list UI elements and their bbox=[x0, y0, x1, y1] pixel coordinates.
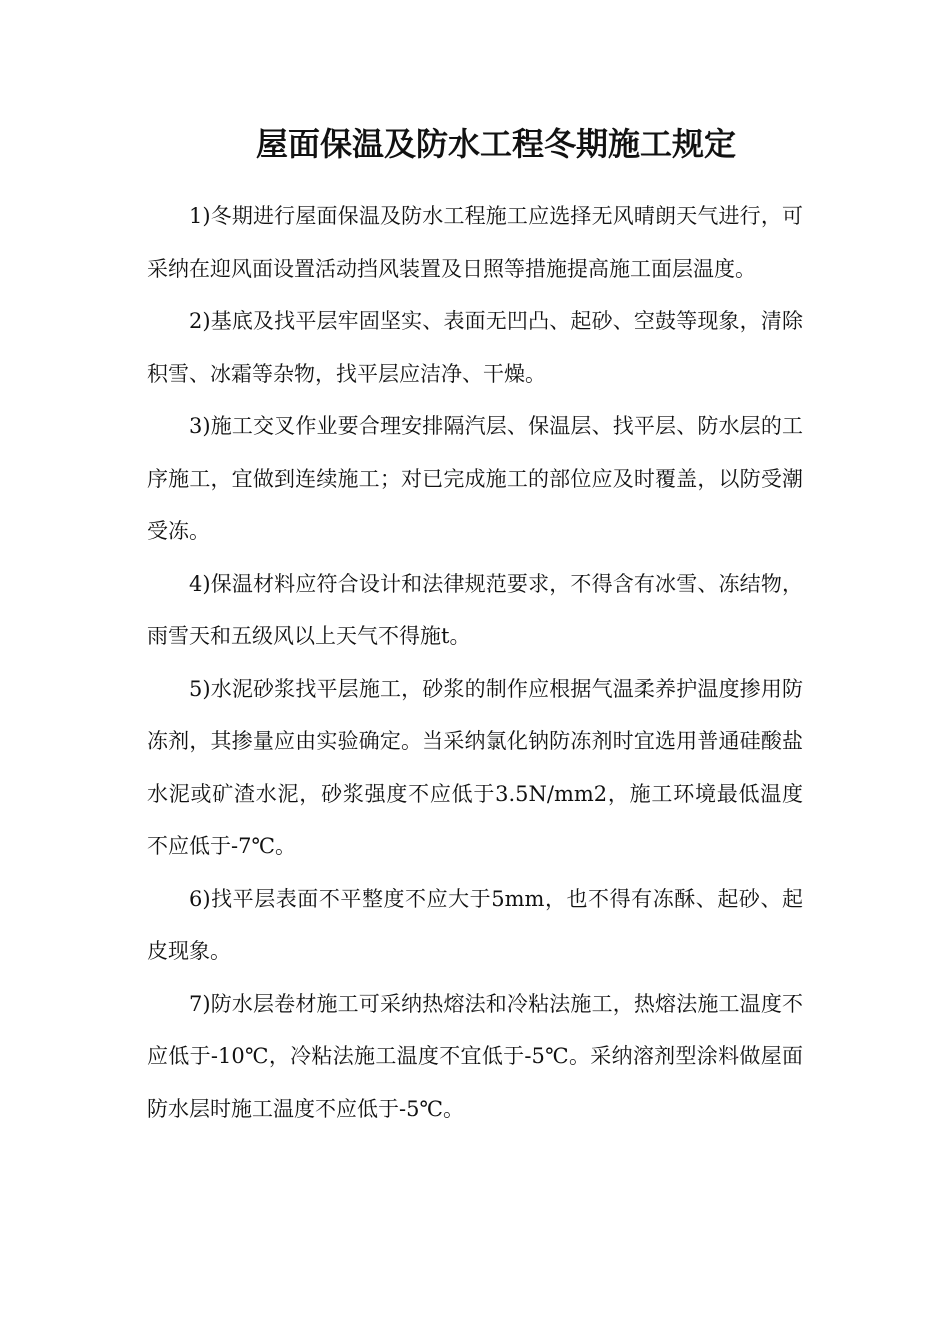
paragraph-4: 4)保温材料应符合设计和法律规范要求，不得含有冰雪、冻结物，雨雪天和五级风以上天气不得施t。 bbox=[147, 571, 803, 648]
page-title: 屋面保温及防水工程冬期施工规定 bbox=[256, 125, 737, 163]
paragraph-7: 7)防水层卷材施工可采纳热熔法和冷粘法施工，热熔法施工温度不应低于-10℃，冷粘法施工温度不宜低于-5℃。采纳溶剂型涂料做屋面防水层时施工温度不应低于-5℃。 bbox=[147, 991, 803, 1121]
paragraph-3: 3)施工交叉作业要合理安排隔汽层、保温层、找平层、防水层的工序施工，宜做到连续施工；对已完成施工的部位应及时覆盖，以防受潮受冻。 bbox=[147, 414, 803, 543]
paragraph-6: 6)找平层表面不平整度不应大于5mm，也不得有冻酥、起砂、起皮现象。 bbox=[147, 886, 803, 963]
document-body bbox=[147, 190, 803, 1135]
paragraph-1: 1)冬期进行屋面保温及防水工程施工应选择无风晴朗天气进行，可采纳在迎风面设置活动挡风装置及日照等措施提高施工面层温度。 bbox=[147, 204, 803, 281]
paragraph-5: 5)水泥砂浆找平层施工，砂浆的制作应根据气温柔养护温度掺用防冻剂，其掺量应由实验确定。当采纳氯化钠防冻剂时宜选用普通硅酸盐水泥或矿渣水泥，砂浆强度不应低于3.5N/mm2，施工环境最低温度不应低于-7℃。 bbox=[147, 676, 803, 858]
paragraph-2: 2)基底及找平层牢固坚实、表面无凹凸、起砂、空鼓等现象，清除积雪、冰霜等杂物，找平层应洁净、干燥。 bbox=[147, 309, 803, 386]
